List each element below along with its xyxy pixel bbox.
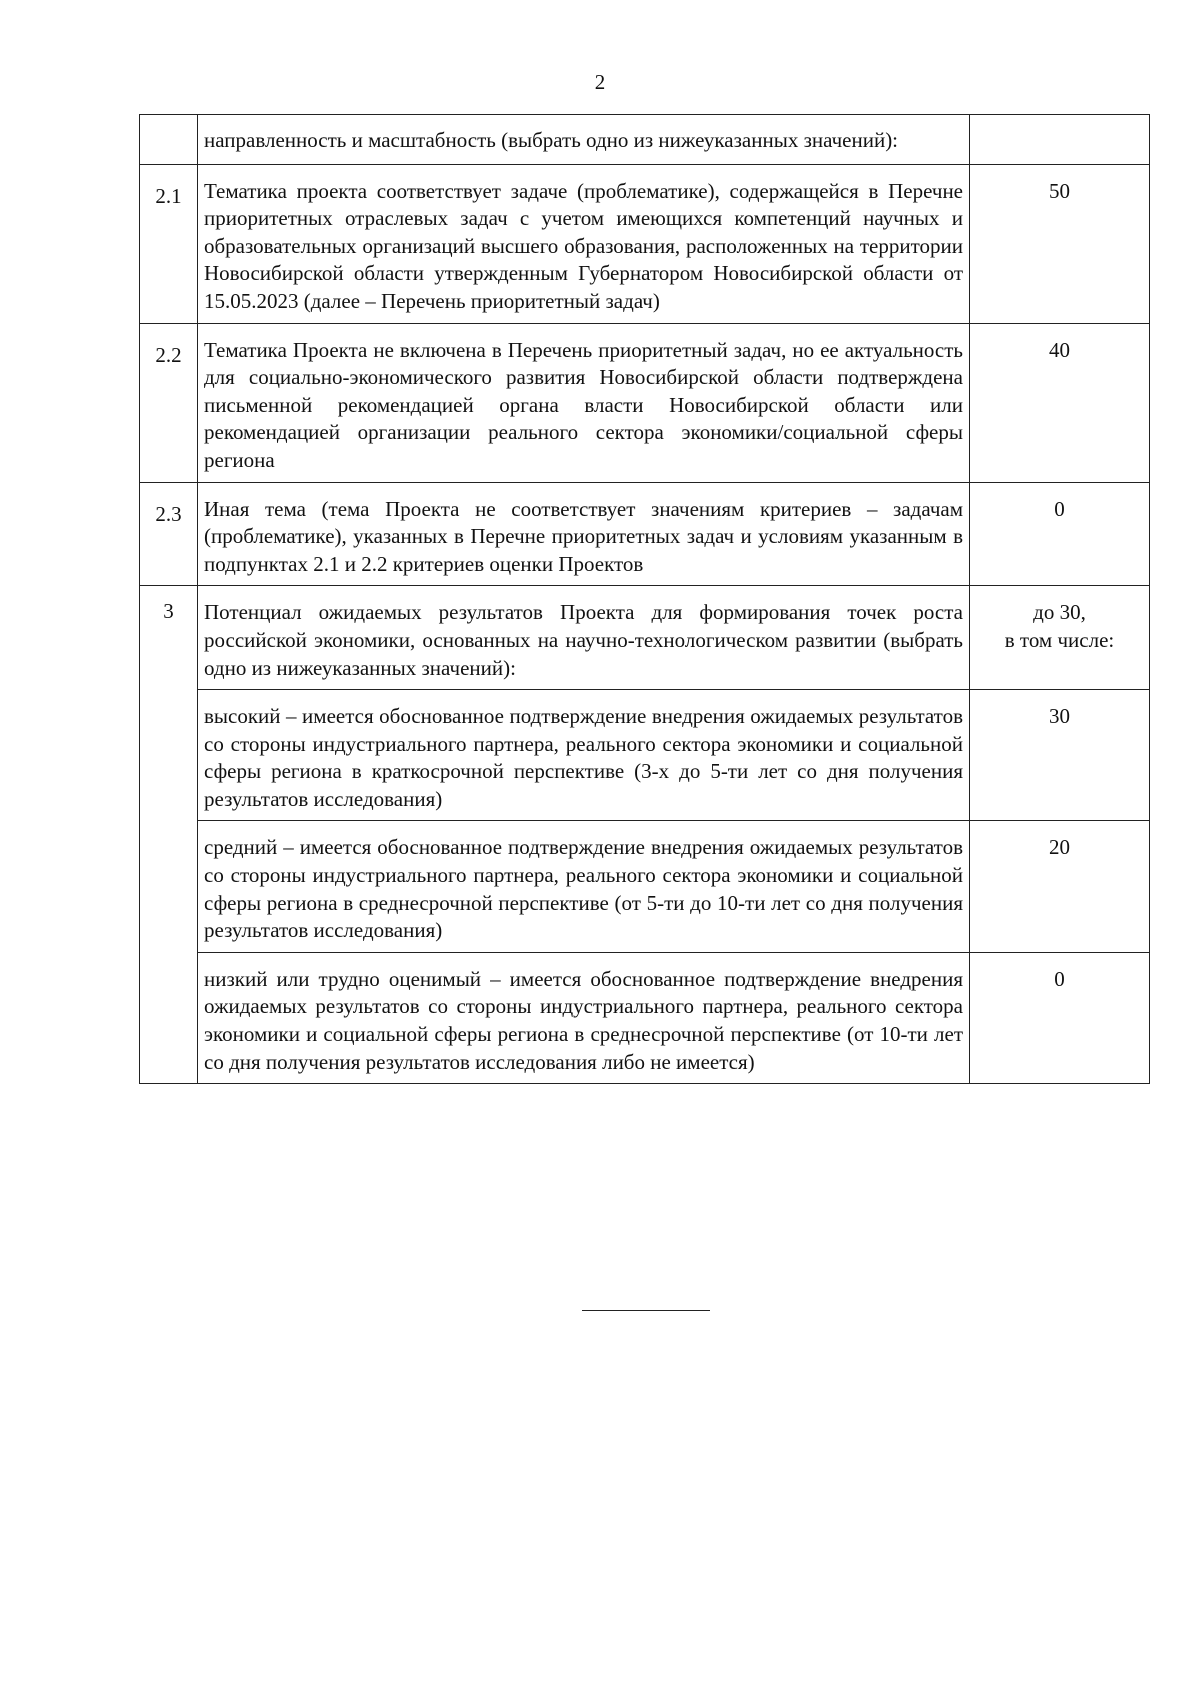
option-text: средний – имеется обоснованное подтверждение внедрения ожидаемых результатов со стороны индустриального партнера, реального сектора экономики и социальной сферы региона в среднесрочной перспективе (от 5-ти до 10-ти лет со дня получения результатов исследования): [198, 821, 970, 952]
criterion-score: [970, 586, 1150, 690]
table-row: [140, 586, 1150, 690]
criterion-score: 40: [970, 323, 1150, 482]
option-score: 0: [970, 952, 1150, 1083]
page-number: 2: [594, 70, 606, 94]
criterion-score: [970, 115, 1150, 165]
table-row: [140, 323, 1150, 482]
criterion-number: 2.2: [140, 323, 198, 482]
table-row: [140, 164, 1150, 323]
option-text: низкий или трудно оценимый – имеется обоснованное подтверждение внедрения ожидаемых результатов со стороны индустриального партнера, реального сектора экономики и социальной сферы региона в среднесрочной перспективе (от 10-ти лет со дня получения результатов исследования либо не имеется): [198, 952, 970, 1083]
criterion-text: Тематика проекта соответствует задаче (проблематике), содержащейся в Перечне приоритетных отраслевых задач с учетом имеющихся компетенций научных и образовательных организаций высшего образования, расположенных на территории Новосибирской области утвержденным Губернатором Новосибирской области от 15.05.2023 (далее – Перечень приоритетный задач): [198, 164, 970, 323]
criterion-number: 2.3: [140, 482, 198, 586]
criterion-score: 0: [970, 482, 1150, 586]
criterion-number: [140, 115, 198, 165]
criterion-text: Иная тема (тема Проекта не соответствует значениям критериев – задачам (проблематике), указанных в Перечне приоритетных задач и условиям указанным в подпунктах 2.1 и 2.2 критериев оценки Проектов: [198, 482, 970, 586]
criterion-text: Потенциал ожидаемых результатов Проекта для формирования точек роста российской экономики, основанных на научно-технологическом развитии (выбрать одно из нижеуказанных значений):: [198, 586, 970, 690]
table-row: [140, 690, 1150, 821]
end-of-document-rule: [582, 1310, 710, 1311]
score-note: в том числе:: [1004, 627, 1115, 652]
criterion-number: 3: [140, 586, 198, 1084]
criterion-text: направленность и масштабность (выбрать одно из нижеуказанных значений):: [198, 115, 970, 165]
criteria-table: [139, 114, 1150, 1084]
score-max: до 30,: [1033, 600, 1086, 625]
table-row: [140, 482, 1150, 586]
option-text: высокий – имеется обоснованное подтверждение внедрения ожидаемых результатов со стороны индустриального партнера, реального сектора экономики и социальной сферы региона в краткосрочной перспективе (3-х до 5-ти лет со дня получения результатов исследования): [198, 690, 970, 821]
option-score: 30: [970, 690, 1150, 821]
option-score: 20: [970, 821, 1150, 952]
table-row: [140, 115, 1150, 165]
criterion-number: 2.1: [140, 164, 198, 323]
criterion-text: Тематика Проекта не включена в Перечень приоритетный задач, но ее актуальность для социально-экономического развития Новосибирской области подтверждена письменной рекомендацией органа власти Новосибирской области или рекомендацией организации реального сектора экономики/социальной сферы региона: [198, 323, 970, 482]
table-row: [140, 821, 1150, 952]
criterion-score: 50: [970, 164, 1150, 323]
table-row: [140, 952, 1150, 1083]
